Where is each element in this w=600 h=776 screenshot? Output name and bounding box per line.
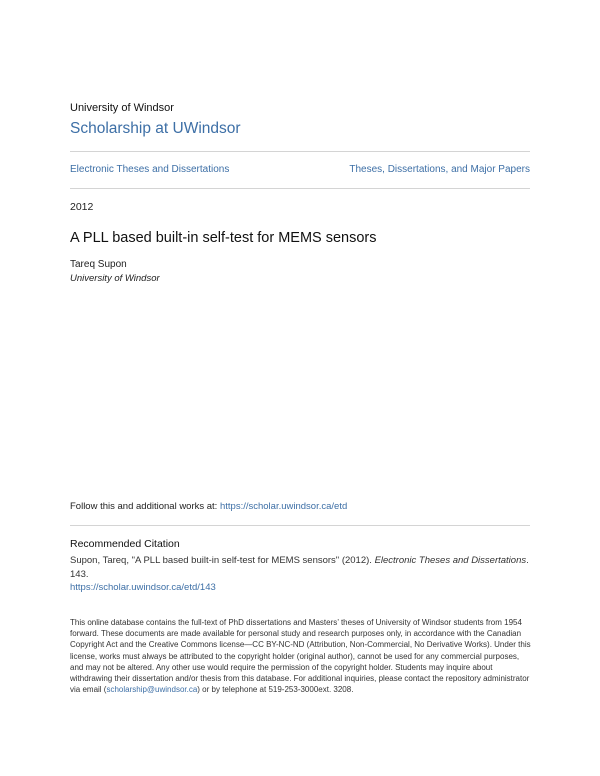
document-title: A PLL based built-in self-test for MEMS sensors — [70, 230, 377, 246]
publication-year: 2012 — [70, 201, 94, 213]
rights-notice — [70, 617, 532, 695]
citation-text — [70, 554, 530, 581]
follow-line — [70, 501, 347, 512]
follow-link[interactable]: https://scholar.uwindsor.ca/etd — [219, 501, 348, 512]
collection-link-right[interactable]: Theses, Dissertations, and Major Papers — [349, 164, 530, 175]
repository-link[interactable]: Scholarship at UWindsor — [70, 120, 241, 137]
collection-link-left[interactable]: Electronic Theses and Dissertations — [70, 164, 230, 175]
notice-text: This online database contains the full-text of PhD dissertations and Masters’ theses of University of Windsor students from 1954 forward. These documents are made available for personal study and research purposes only, in accordance with the Canadian Copyright Act and the Creative Commons license—CC BY-NC-ND (Attribution, Non-Commercial, No Derivative Works). Under this license, works must always be attributed to the copyright holder (original author), cannot be used for any commercial purposes, and may not be altered. Any other use would require the permission of the copyright holder. Students may inquire about withdrawing their dissertation and/or thesis from this database. For additional inquiries, please contact the repository administrator via email ( — [70, 618, 531, 695]
citation-body: Supon, Tareq, "A PLL based built-in self-test for MEMS sensors" (2012). — [70, 555, 375, 566]
citation-heading: Recommended Citation — [70, 538, 180, 550]
follow-text: Follow this and additional works at: — [70, 501, 220, 512]
author-affiliation: University of Windsor — [70, 273, 160, 284]
citation-link[interactable]: https://scholar.uwindsor.ca/etd/143 — [70, 582, 216, 593]
contact-email-link[interactable]: scholarship@uwindsor.ca — [106, 685, 198, 695]
university-name: University of Windsor — [70, 102, 174, 114]
divider-collections — [70, 188, 530, 189]
notice-suffix: ) or by telephone at 519-253-3000ext. 3208. — [197, 685, 354, 695]
author-name: Tareq Supon — [70, 259, 127, 270]
citation-number: . 143. — [70, 555, 529, 580]
divider-top — [70, 151, 530, 152]
divider-citation — [70, 525, 530, 526]
citation-series: Electronic Theses and Dissertations — [374, 555, 527, 566]
